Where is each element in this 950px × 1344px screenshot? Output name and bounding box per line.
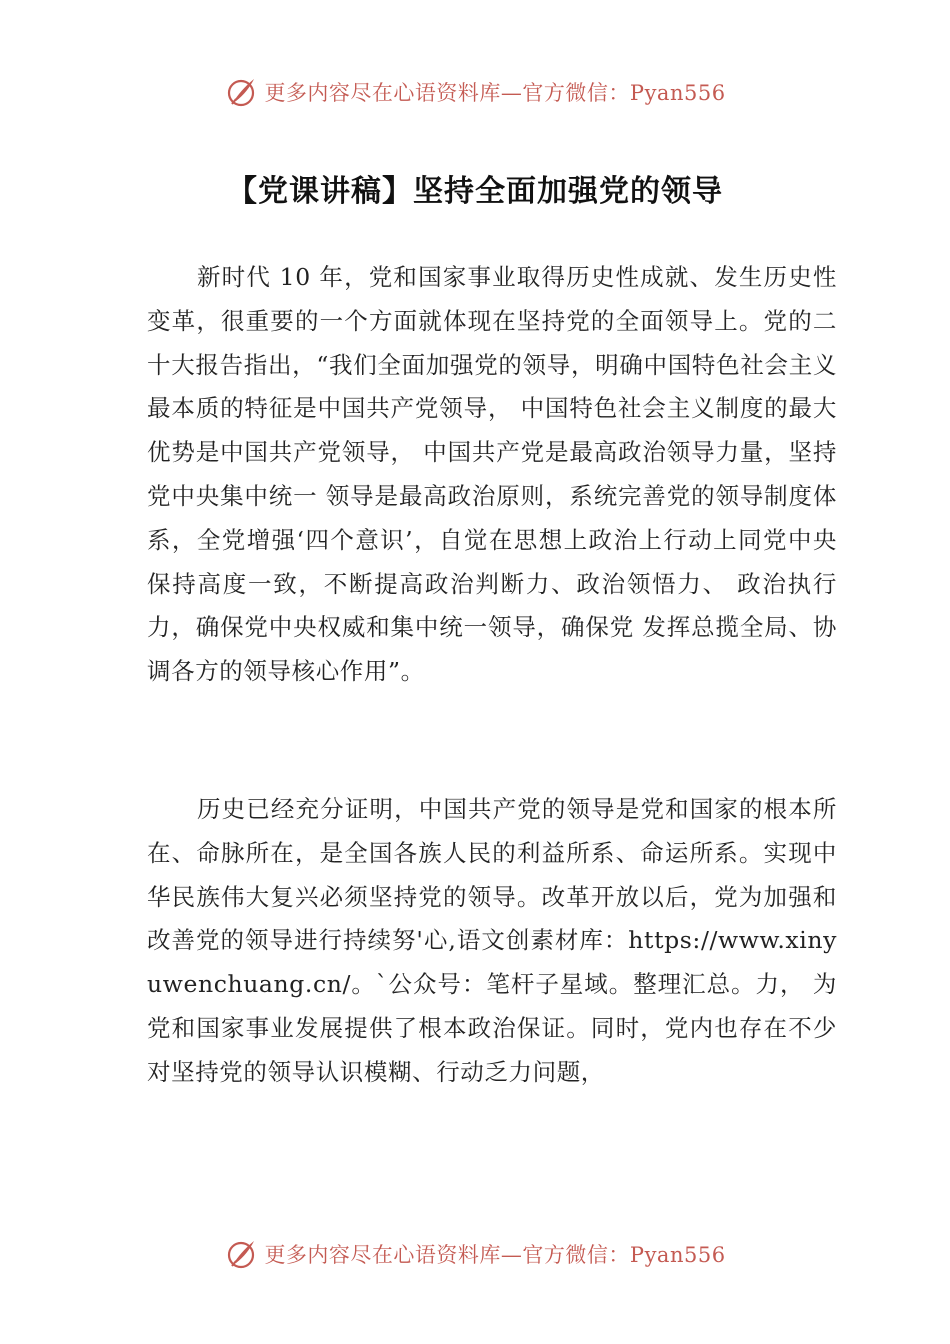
quill-pen-logo-icon bbox=[224, 75, 258, 109]
footer-banner bbox=[0, 1232, 950, 1276]
body-paragraph-1: 新时代 10 年，党和国家事业取得历史性成就、发生历史性变革，很重要的一个方面就体现在坚持党的全面领导上。党的二十大报告指出，“我们全面加强党的领导，明确中国特色社会主义最本质的特征是中国共产党领导， 中国特色社会主义制度的最大优势是中国共产党领导， 中国共产党是最高政治领导力量，坚持党中央集中统一 领导是最高政治原则，系统完善党的领导制度体系，全党增强‘四个意识’，自觉在思想上政治上行动上同党中央保持高度一致，不断提高政治判断力、政治领悟力、 政治执行力，确保党中央权威和集中统一领导，确保党 发挥总揽全局、协调各方的领导核心作用”。 bbox=[147, 263, 837, 686]
body-paragraph-2: 历史已经充分证明，中国共产党的领导是党和国家的根本所在、命脉所在，是全国各族人民的利益所系、命运所系。实现中华民族伟大复兴必须坚持党的领导。改革开放以后，党为加强和改善党的领导进行持续努'心,语文创素材库：https://www.xinyuwenchuang.cn/。`公众号：笔杆子星域。整理汇总。力， 为党和国家事业发展提供了根本政治保证。同时，党内也存在不少对坚持党的领导认识模糊、行动乏力问题， bbox=[147, 795, 837, 1086]
header-banner bbox=[0, 70, 950, 114]
footer-banner-text: 更多内容尽在心语资料库—官方微信：Pyan556 bbox=[264, 1243, 726, 1267]
page-title: 【党课讲稿】坚持全面加强党的领导 bbox=[227, 174, 723, 209]
quill-pen-logo-icon bbox=[224, 1237, 258, 1271]
header-banner-text: 更多内容尽在心语资料库—官方微信：Pyan556 bbox=[264, 81, 726, 105]
